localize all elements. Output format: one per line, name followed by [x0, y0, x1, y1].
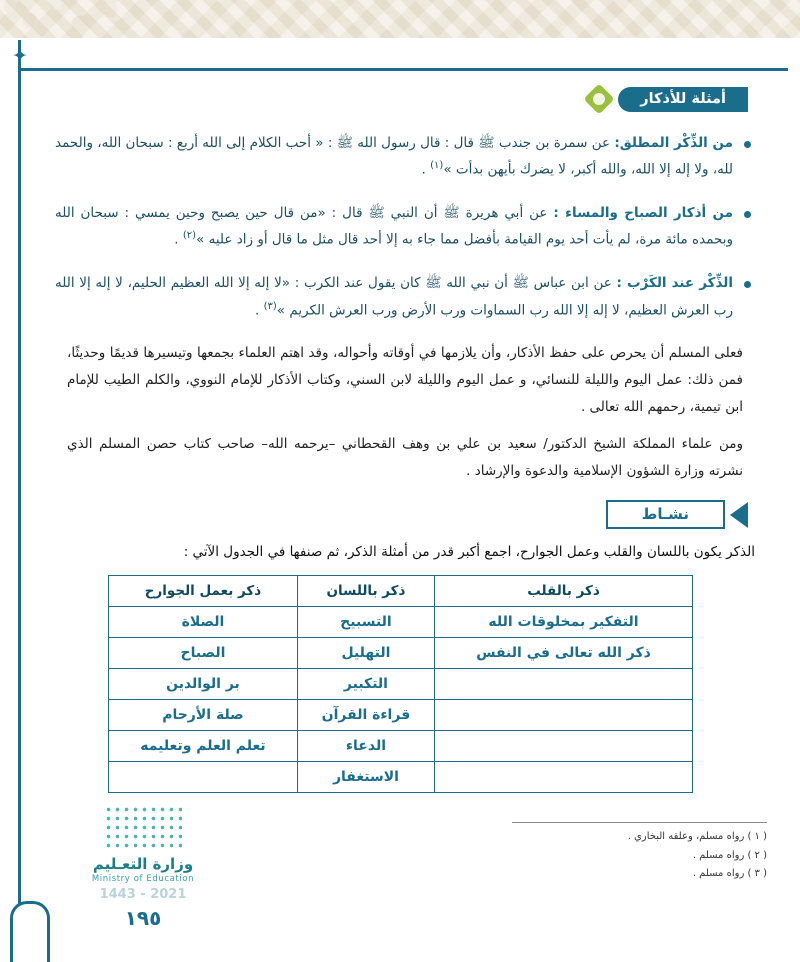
cell-tongue[interactable]: الدعاء — [297, 731, 434, 762]
footnotes — [512, 828, 767, 884]
cell-heart[interactable] — [435, 762, 693, 793]
cell-limbs[interactable]: بر الوالدين — [109, 669, 298, 700]
footnote-item: ( ٢ ) رواه مسلم . — [692, 849, 767, 861]
cell-limbs[interactable] — [109, 762, 298, 793]
list-item-text: عن ابن عباس ﷺ أن نبي الله ﷺ كان يقول عند الكرب : «لا إله إلا الله العظيم الحليم، لا إله إلا الله رب العرش العظيم، لا إله إلا الله رب السماوات ورب الأرض ورب العرش الكريم » — [55, 275, 733, 319]
list-item: من أذكار الصباح والمساء : عن أبي هريرة ﷺ أن النبي ﷺ قال : «من قال حين يصبح وحين يمسي : سبحان الله وبحمده مائة مرة، لم يأت أحد يوم القيامة بأفضل مما جاء به إلا أحد قال مثل ما قال أو زاد عليه »$^{(٢)}$ . — [55, 200, 755, 253]
decorative-header-band — [0, 0, 800, 38]
cell-limbs[interactable]: تعلم العلم وتعليمه — [109, 731, 298, 762]
cell-tongue[interactable]: قراءة القرآن — [297, 700, 434, 731]
paragraph: ومن علماء المملكة الشيخ الدكتور/ سعيد بن علي بن وهف القحطاني –يرحمه الله– صاحب كتاب حصن المسلم الذي نشرته وزارة الشؤون الإسلامية والدعوة والإرشاد . — [67, 436, 743, 480]
footnote-divider — [512, 822, 767, 823]
paragraph: فعلى المسلم أن يحرص على حفظ الأذكار، وأن يلازمها في أوقاته وأحواله، وقد اهتم العلماء بجمعها وتيسيرها قديمًا وحديثًا، فمن ذلك: عمل اليوم والليلة للنسائي، و عمل اليوم والليلة لابن السني، وكتاب الأذكار للإمام النووي، والكلم الطيب للإمام ابن تيمية، رحمهم الله تعالى . — [67, 345, 743, 416]
cell-tongue[interactable]: التكبير — [297, 669, 434, 700]
list-item: الذِّكْر عند الكَرْب : عن ابن عباس ﷺ أن نبي الله ﷺ كان يقول عند الكرب : «لا إله إلا الله العظيم الحليم، لا إله إلا الله رب العرش العظيم، لا إله إلا الله رب السماوات ورب الأرض ورب العرش الكريم »$^{(٣)}$ . — [55, 270, 755, 323]
logo-dots-icon — [104, 805, 182, 851]
list-item-text: عن أبي هريرة ﷺ أن النبي ﷺ قال : «من قال حين يصبح وحين يمسي : سبحان الله وبحمده مائة مرة، لم يأت أحد يوم القيامة بأفضل مما جاء به إلا أحد قال مثل ما قال أو زاد عليه » — [55, 205, 733, 248]
bottom-page-tab — [10, 901, 50, 962]
list-item-lead: من أذكار الصباح والمساء : — [553, 205, 733, 222]
footnote-marker: (٢) — [182, 230, 197, 242]
list-item-text: عن سمرة بن جندب ﷺ قال : قال رسول الله ﷺ : « أحب الكلام إلى الله أربع : سبحان الله، والحمد لله، ولا إله إلا الله، والله أكبر، لا يضرك بأيهن بدأت » — [55, 135, 733, 178]
table-row — [109, 638, 693, 669]
star-icon: ✦ — [12, 45, 28, 67]
list-item: من الذِّكْر المطلق: عن سمرة بن جندب ﷺ قال : قال رسول الله ﷺ : « أحب الكلام إلى الله أربع : سبحان الله، والحمد لله، ولا إله إلا الله، والله أكبر، لا يضرك بأيهن بدأت »$^{(١)}$ . — [55, 130, 755, 183]
cell-heart[interactable]: ذكر الله تعالى في النفس — [435, 638, 693, 669]
rosette-icon — [581, 81, 618, 118]
list-item-lead: من الذِّكْر المطلق: — [614, 135, 733, 151]
footnote-marker: (١) — [430, 160, 444, 172]
logo-year-label: 2021 - 1443 — [99, 887, 187, 902]
footnote-item: ( ٣ ) رواه مسلم . — [692, 868, 767, 879]
table-row — [109, 700, 693, 731]
cell-heart[interactable] — [435, 700, 693, 731]
cell-tongue[interactable]: التسبيح — [297, 607, 434, 638]
examples-heading — [586, 86, 748, 112]
cell-heart[interactable]: التفكير بمخلوقات الله — [435, 607, 693, 638]
dhikr-classification-table — [108, 575, 693, 793]
lesson-content — [55, 130, 755, 485]
activity-instruction: الذكر يكون باللسان والقلب وعمل الجوارح، اجمع أكبر قدر من أمثلة الذكر، ثم صنفها في الجدول الآتي : — [183, 544, 755, 560]
column-header-limbs: ذكر بعمل الجوارح — [109, 576, 298, 607]
cell-tongue[interactable]: الاستغفار — [297, 762, 434, 793]
cell-limbs[interactable]: الصلاة — [109, 607, 298, 638]
page-number: ١٩٥ — [124, 906, 162, 930]
logo-arabic-label: وزارة التعـليم — [92, 855, 194, 873]
table-row — [109, 762, 693, 793]
ministry-logo — [78, 805, 208, 930]
flag-icon — [730, 502, 748, 528]
activity-heading — [606, 500, 748, 529]
footnote-item: ( ١ ) رواه مسلم، وعلقه البخاري . — [627, 831, 767, 842]
examples-heading-label: أمثلة للأذكار — [618, 87, 748, 112]
logo-english-label: Ministry of Education — [91, 874, 195, 884]
table-row — [109, 669, 693, 700]
table-row — [109, 607, 693, 638]
table-row — [109, 731, 693, 762]
column-header-tongue: ذكر باللسان — [297, 576, 434, 607]
activity-heading-label: نشـاط — [606, 500, 725, 529]
dhikr-examples-list — [55, 130, 755, 323]
cell-limbs[interactable]: الصباح — [109, 638, 298, 669]
list-item-lead: الذِّكْر عند الكَرْب : — [616, 275, 733, 292]
footnote-marker: (٣) — [263, 300, 277, 312]
cell-heart[interactable] — [435, 669, 693, 700]
cell-tongue[interactable]: التهليل — [297, 638, 434, 669]
column-header-heart: ذكر بالقلب — [435, 576, 693, 607]
left-vertical-rule — [18, 40, 21, 940]
cell-limbs[interactable]: صلة الأرحام — [109, 700, 298, 731]
cell-heart[interactable] — [435, 731, 693, 762]
header-divider-line — [18, 68, 788, 71]
table-header-row — [109, 576, 693, 607]
